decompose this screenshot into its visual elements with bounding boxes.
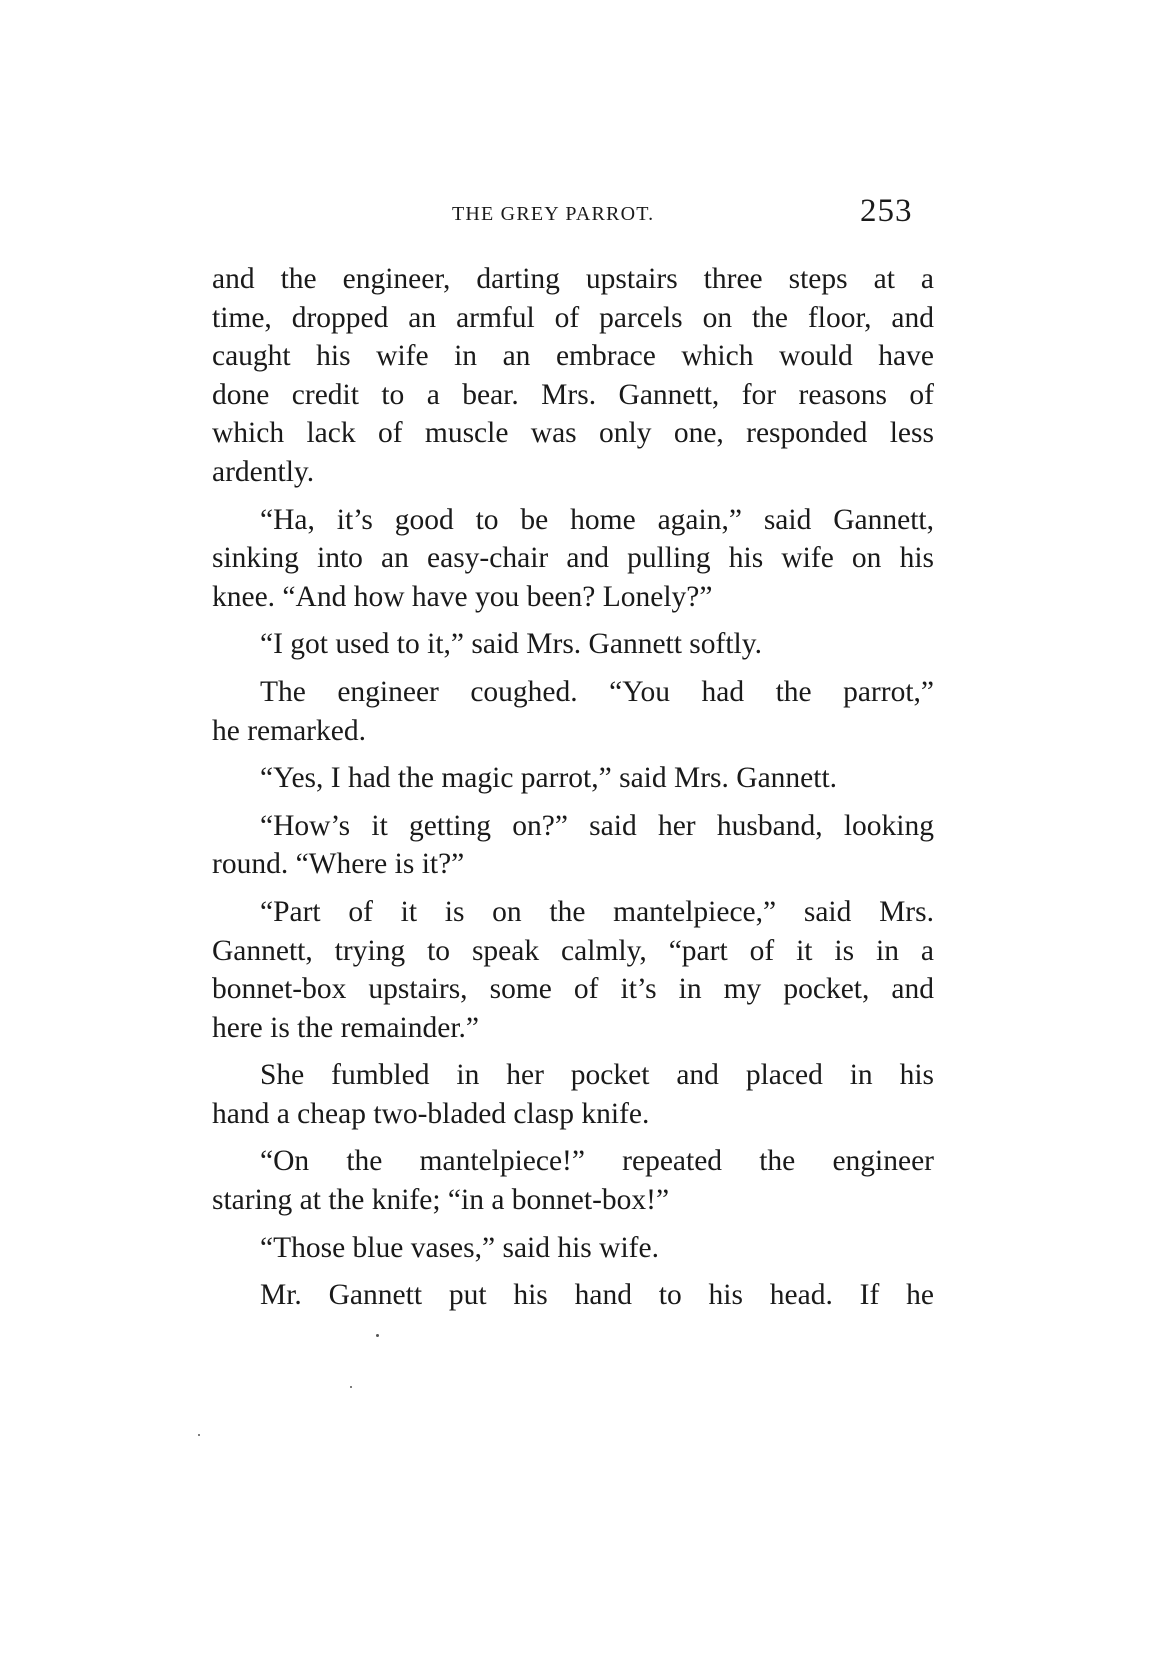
paragraph: [212, 673, 934, 750]
paragraph: [212, 1229, 934, 1268]
text-line: round. “Where is it?”: [212, 848, 465, 881]
body-text: [212, 260, 934, 1324]
page-number: 253: [860, 193, 913, 229]
text-line: Mr. Gannett put his hand to his head. If he: [260, 1279, 934, 1312]
text-line: staring at the knife; “in a bonnet-box!”: [212, 1184, 670, 1217]
text-line: hand a cheap two-bladed clasp knife.: [212, 1097, 650, 1130]
paragraph: [212, 260, 934, 492]
paragraph: [212, 807, 934, 884]
text-line: ardently.: [212, 455, 315, 488]
text-line: he remarked.: [212, 714, 366, 747]
paragraph: [212, 1142, 934, 1219]
text-line: caught his wife in an embrace which would have: [212, 340, 934, 373]
text-line: “Yes, I had the magic parrot,” said Mrs. Gannett.: [260, 762, 838, 795]
speck: [350, 1386, 352, 1388]
text-line: here is the remainder.”: [212, 1011, 480, 1044]
text-line: Gannett, trying to speak calmly, “part of it is in a: [212, 934, 934, 967]
paragraph: [212, 501, 934, 617]
speck: [376, 1334, 379, 1337]
text-line: time, dropped an armful of parcels on the floor, and: [212, 301, 934, 334]
speck: [198, 1434, 200, 1436]
text-line: “On the mantelpiece!” repeated the engineer: [260, 1145, 934, 1178]
text-line: which lack of muscle was only one, responded less: [212, 417, 934, 450]
text-line: “Part of it is on the mantelpiece,” said Mrs.: [260, 895, 934, 928]
paragraph: [212, 625, 934, 664]
text-line: “Those blue vases,” said his wife.: [260, 1231, 659, 1264]
paragraph: [212, 759, 934, 798]
running-title: THE GREY PARROT.: [452, 203, 655, 225]
paragraph: [212, 1276, 934, 1315]
text-line: sinking into an easy-chair and pulling his wife on his: [212, 542, 934, 575]
running-head: [0, 193, 1155, 239]
text-line: She fumbled in her pocket and placed in his: [260, 1059, 934, 1092]
text-line: done credit to a bear. Mrs. Gannett, for reasons of: [212, 378, 934, 411]
paragraph: [212, 1056, 934, 1133]
paragraph: [212, 893, 934, 1047]
text-line: bonnet-box upstairs, some of it’s in my pocket, and: [212, 973, 934, 1006]
text-line: “I got used to it,” said Mrs. Gannett softly.: [260, 628, 762, 661]
text-line: “How’s it getting on?” said her husband, looking: [260, 809, 934, 842]
text-line: and the engineer, darting upstairs three steps at a: [212, 263, 934, 295]
text-line: “Ha, it’s good to be home again,” said Gannett,: [260, 503, 934, 536]
text-line: The engineer coughed. “You had the parrot,”: [260, 675, 934, 708]
text-line: knee. “And how have you been? Lonely?”: [212, 580, 713, 613]
